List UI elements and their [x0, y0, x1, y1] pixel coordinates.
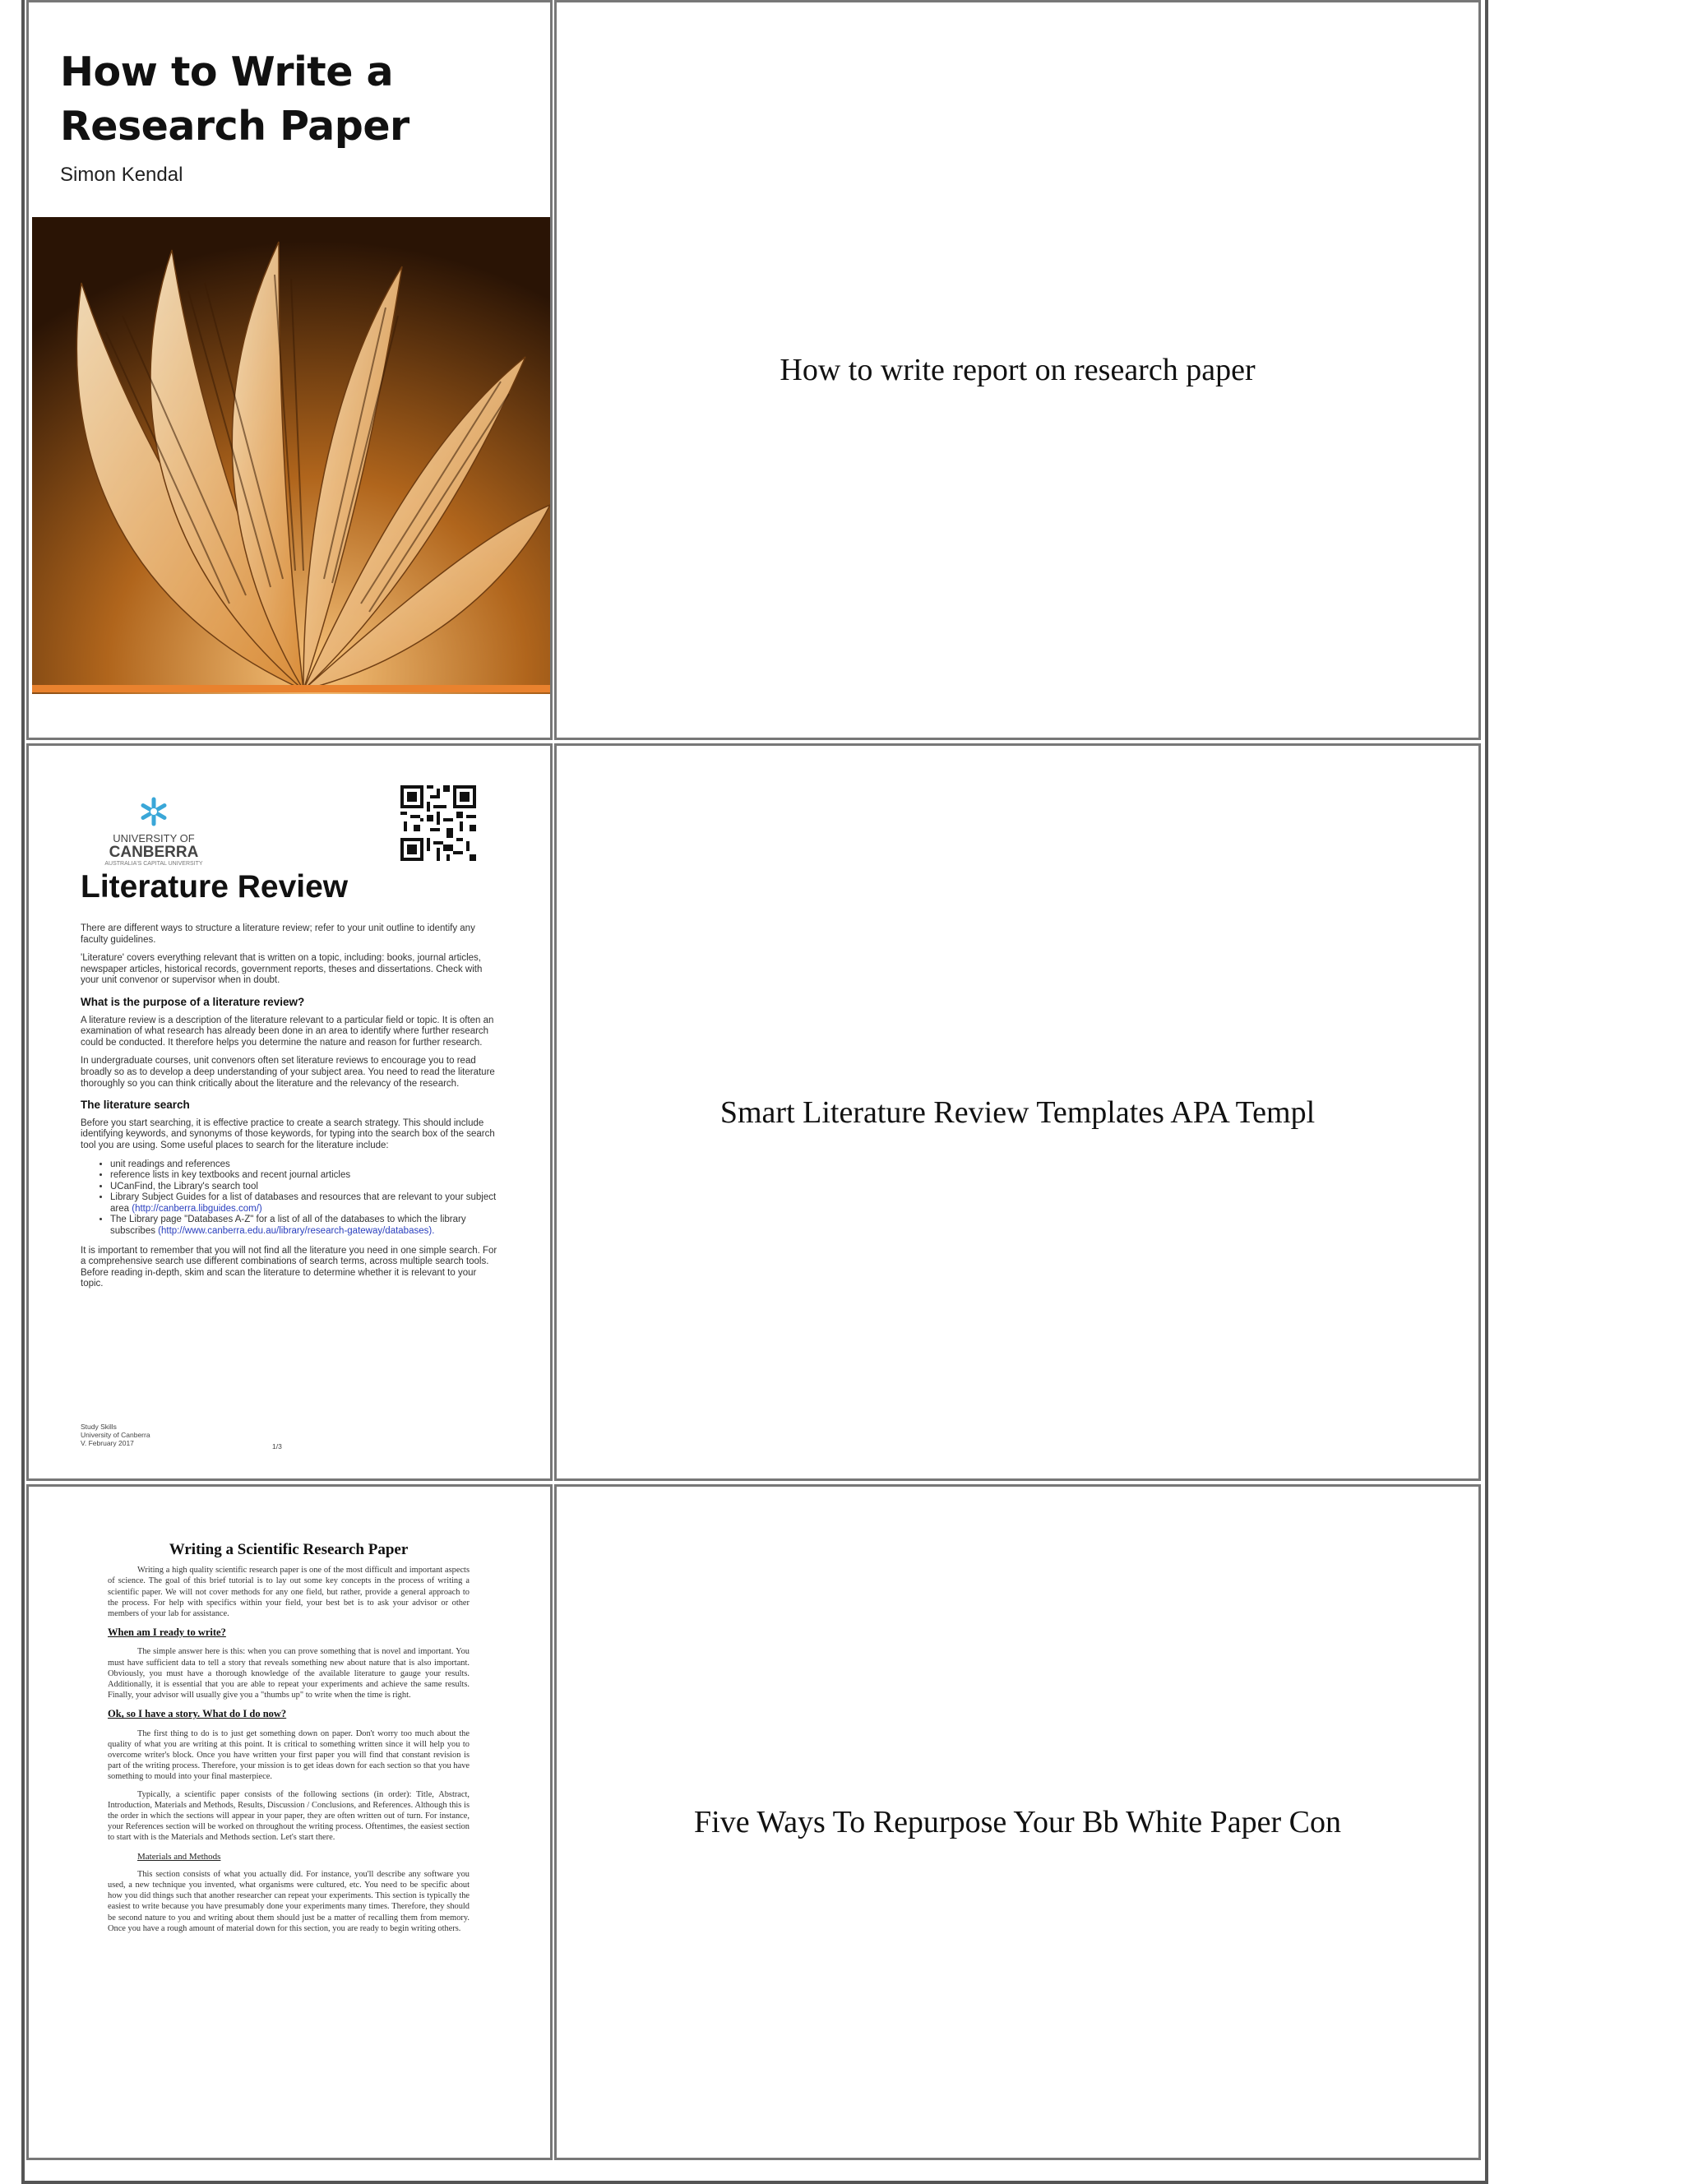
paragraph: The simple answer here is this: when you can prove something that is novel and important. You must have sufficient data to tell a story that reveals something new about nature that is also important. Obviously, you must have a thorough knowledge of the available literature to gauge your results. Additionally, it is essential that you are able to repeat your experiments and achieve the same results. Finally, your advisor will usually give you a "thumbs up" to write when the time is right. [108, 1647, 470, 1700]
paragraph: In undergraduate courses, unit convenors often set literature reviews to encourage you to read broadly so as to develop a deep understanding of your subject area. You need to read the literature thoroughly so you can think critically about the literature and the relevancy of the research. [81, 1056, 495, 1089]
thumbnail-book-cover[interactable] [26, 0, 553, 740]
paragraph: This section consists of what you actually did. For instance, you'll describe any software you used, a new technique you invented, what organisms were cultured, etc. You need to be specific about how you did things such that another researcher can repeat your experiments. This section is typically the easiest to write because you have presumably done your experiments many times. Therefore, they should be second nature to you and writing about them should just be a matter of recalling them from memory. Once you have a rough amount of material down for this section, you are ready to begin writing others. [108, 1869, 470, 1933]
list-item-text: The Library page "Databases A-Z" for a list of all of the databases to which the library subscribes [110, 1215, 466, 1237]
caption-cell [554, 743, 1481, 1481]
logo-line-2: CANBERRA [109, 844, 199, 861]
list-item: • reference lists in key textbooks and recent journal articles [110, 1170, 500, 1182]
cover-title [60, 45, 409, 154]
section-heading: The literature search [81, 1099, 190, 1112]
paragraph: Before you start searching, it is effective practice to create a search strategy. This should include identifying keywords, and synonyms of those keywords, for typing into the search box of the search tool you are using. Some useful places to search for the literature include: [81, 1117, 495, 1150]
doc-title: Writing a Scientific Research Paper [169, 1541, 409, 1558]
snowflake-icon [96, 795, 211, 828]
university-logo [96, 795, 211, 867]
link: (http://www.canberra.edu.au/library/research-gateway/databases). [158, 1226, 435, 1237]
page-number: 1/3 [272, 1442, 282, 1451]
paragraph: There are different ways to structure a literature review; refer to your unit outline to identify any faculty guidelines. [81, 923, 475, 945]
list-item: • unit readings and references [110, 1159, 500, 1171]
open-book-photo [32, 217, 550, 694]
paragraph: Typically, a scientific paper consists of the following sections (in order): Title, Abstract, Introduction, Materials and Methods, Results, Discussion / Conclusions, and References. Although this is the order in which the sections will appear in your paper, they are often written out of turn. For instance, your References section will be worked on throughout the writing process. Oftentimes, the easiest section to start with is the Materials and Methods section. Let's start there. [108, 1789, 470, 1843]
doc-body [108, 1541, 470, 1941]
list-item [110, 1192, 500, 1215]
thumbnail-literature-review[interactable] [26, 743, 553, 1481]
logo-line-1: UNIVERSITY OF [113, 832, 195, 844]
footer-line: University of Canberra [81, 1431, 150, 1439]
footer-line: Study Skills [81, 1423, 117, 1431]
list-item-text: Library Subject Guides for a list of databases and resources that are relevant to your subject area [110, 1192, 497, 1214]
section-heading: What is the purpose of a literature review? [81, 995, 305, 1008]
doc-body [81, 923, 500, 1298]
doc-title: Literature Review [81, 869, 349, 905]
cover-accent-bar [32, 685, 550, 692]
cover-title-line-2: Research Paper [60, 103, 409, 150]
section-heading: When am I ready to write? [108, 1626, 226, 1639]
doc-footer [81, 1423, 150, 1447]
paragraph: Writing a high quality scientific research paper is one of the most difficult and important aspects of science. The goal of this brief tutorial is to lay out some key concepts in the process of writing a scientific paper. We will not cover methods for any one field, but rather, provide a general approach to the process. For help with specifics within your field, your best bet is to ask your advisor or other members of your lab for assistance. [108, 1566, 470, 1619]
caption-cell [554, 1484, 1481, 2160]
footer-line: V. February 2017 [81, 1439, 134, 1447]
section-heading: Ok, so I have a story. What do I do now? [108, 1708, 287, 1720]
link: (http://canberra.libguides.com/) [132, 1203, 262, 1214]
result-caption[interactable]: Five Ways To Repurpose Your Bb White Paper Con [694, 1805, 1341, 1839]
bullet-list [81, 1159, 500, 1238]
cover-author: Simon Kendal [60, 164, 183, 186]
caption-cell [554, 0, 1481, 740]
cover-title-line-1: How to Write a [60, 49, 394, 95]
paragraph: A literature review is a description of the literature relevant to a particular field or topic. It is often an examination of what research has already been done in an area to identify where further research could be conducted. It therefore helps you determine the nature and reason for further research. [81, 1015, 494, 1048]
paragraph: The first thing to do is to just get something down on paper. Don't worry too much about the quality of what you are writing at this point. It is critical to something written since it will help you to overcome writer's block. Once you have written your first paper you will find that constant revision is part of the writing process. Therefore, your mission is to get ideas down for each section so that you have something to mould into your final masterpiece. [108, 1728, 470, 1782]
thumbnail-scientific-paper[interactable] [26, 1484, 553, 2160]
list-item: • UCanFind, the Library's search tool [110, 1182, 500, 1193]
logo-tagline: AUSTRALIA'S CAPITAL UNIVERSITY [104, 861, 203, 867]
paragraph: It is important to remember that you will not find all the literature you need in one simple search. For a comprehensive search use different combinations of search terms, across multiple search tools. Before reading in-depth, skim and scan the literature to determine whether it is relevant to your topic. [81, 1245, 497, 1289]
paragraph: 'Literature' covers everything relevant that is written on a topic, including: books, journal articles, newspaper articles, historical records, government reports, theses and dissertations. Check with your unit convenor or supervisor when in doubt. [81, 953, 483, 986]
qr-code [400, 785, 476, 861]
list-item [110, 1215, 500, 1237]
result-caption[interactable]: How to write report on research paper [780, 353, 1256, 387]
subsection-heading: Materials and Methods [137, 1851, 221, 1862]
result-caption[interactable]: Smart Literature Review Templates APA Templ [719, 1094, 1316, 1130]
